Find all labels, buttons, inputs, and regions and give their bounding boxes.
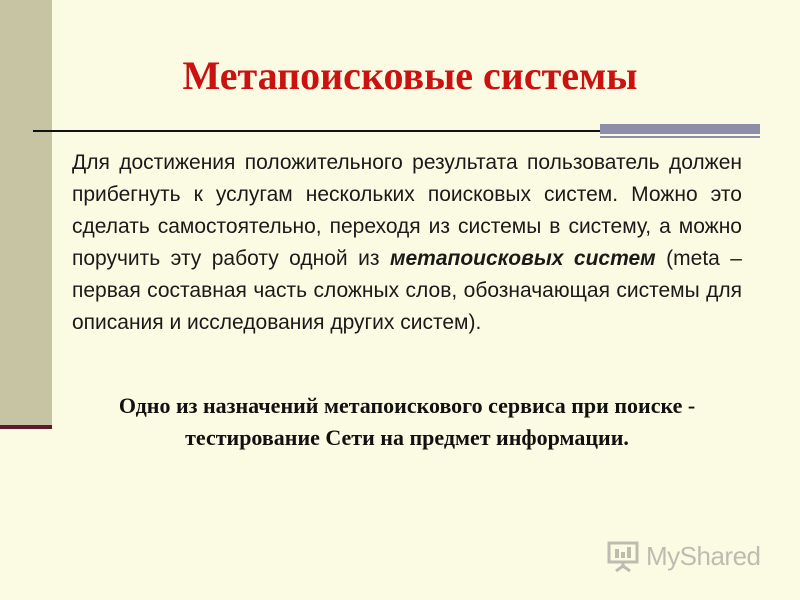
title-divider-block — [600, 124, 760, 134]
body-text-before: Для достижения положительного результата пользователь должен прибегнуть к услугам нескольких поисковых систем. Можно это сделать самостоятельно, переходя из системы в систему, а можно поручить эту работу одной из — [72, 151, 742, 270]
body-text-emphasis: метапоисковых систем — [389, 247, 656, 270]
left-bar-accent-line — [0, 425, 52, 429]
watermark-logo — [606, 538, 761, 574]
watermark-text: MyShared — [646, 540, 761, 571]
highlight-paragraph: Одно из назначений метапоискового сервиса при поиске - тестирование Сети на предмет информации. — [118, 393, 696, 450]
title-divider-block-line — [600, 136, 760, 138]
slide-title: Метапоисковые системы — [182, 53, 638, 98]
title-divider-line — [33, 130, 601, 132]
left-decorative-bar — [0, 0, 52, 425]
body-paragraph — [72, 147, 742, 339]
presentation-board-icon — [606, 539, 640, 573]
body-text-after: (meta – первая составная часть сложных слов, обозначающая системы для описания и исследования других систем). — [72, 247, 742, 334]
